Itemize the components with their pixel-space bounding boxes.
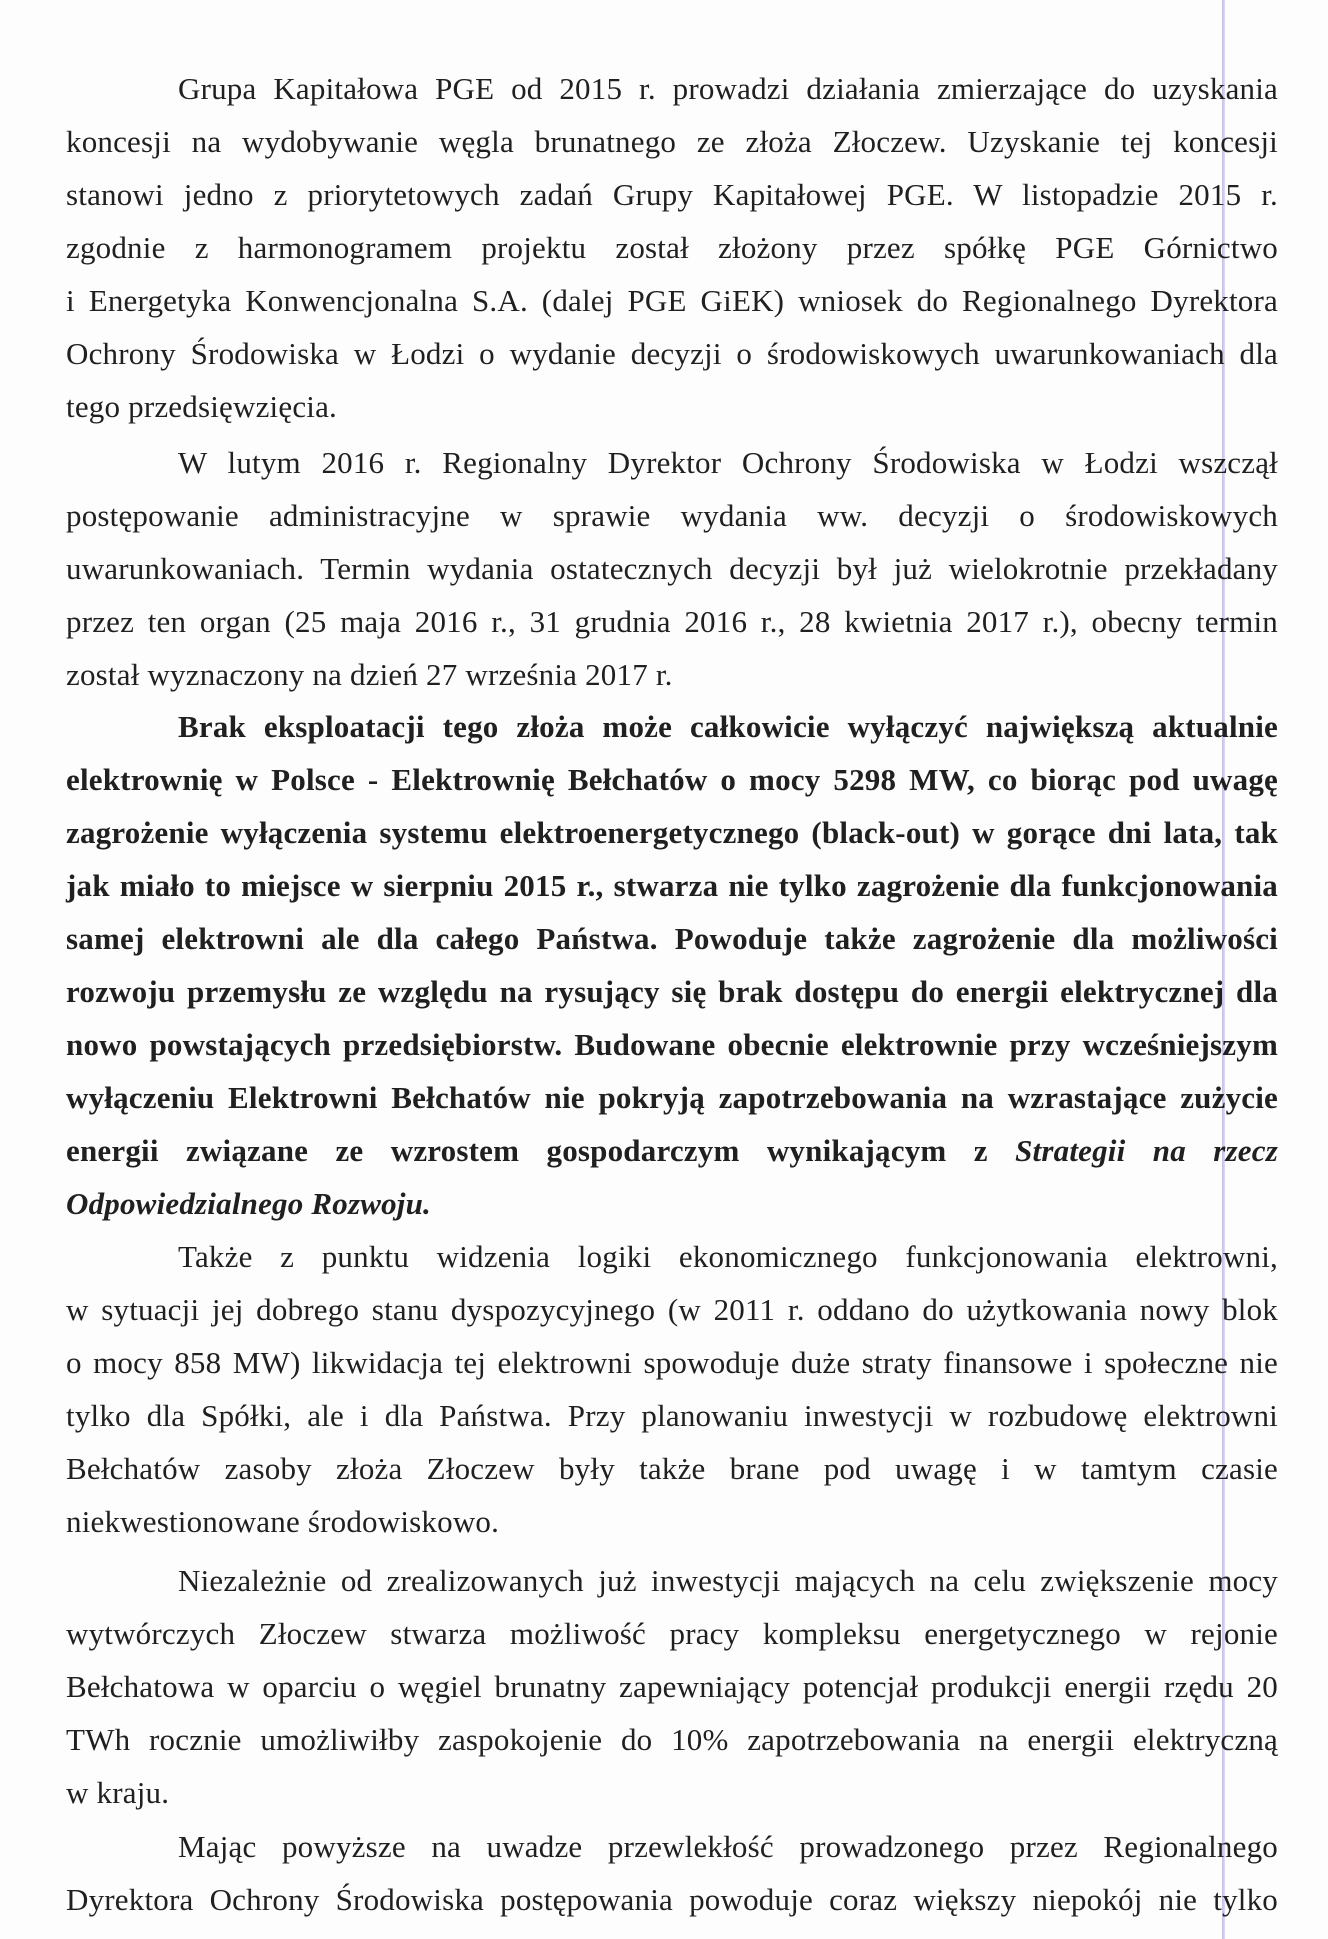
paragraph-1 [66, 62, 1278, 433]
paragraph-line: TWh rocznie umożliwiłby zaspokojenie do 10% zapotrzebowania na energii elektryczną [66, 1722, 1278, 1757]
paragraph-line: W lutym 2016 r. Regionalny Dyrektor Ochrony Środowiska w Łodzi wszczął [178, 445, 1278, 480]
paragraph-line: Dyrektora Ochrony Środowiska postępowania powoduje coraz większy niepokój nie tylko [66, 1882, 1278, 1917]
paragraph-line: wytwórczych Złoczew stwarza możliwość pracy kompleksu energetycznego w rejonie [66, 1616, 1278, 1651]
paragraph-line: o mocy 858 MW) likwidacja tej elektrowni spowoduje duże straty finansowe i społeczne nie [66, 1345, 1278, 1380]
paragraph-5 [66, 1554, 1278, 1819]
paragraph-line: i Energetyka Konwencjonalna S.A. (dalej PGE GiEK) wniosek do Regionalnego Dyrektora [66, 283, 1278, 318]
paragraph-line: zgodnie z harmonogramem projektu został złożony przez spółkę PGE Górnictwo [66, 230, 1278, 265]
paragraph-6 [66, 1820, 1278, 1926]
paragraph-line: został wyznaczony na dzień 27 września 2017 r. [66, 657, 673, 692]
paragraph-line: Odpowiedzialnego Rozwoju. [66, 1186, 431, 1221]
paragraph-line: jak miało to miejsce w sierpniu 2015 r., stwarza nie tylko zagrożenie dla funkcjonowania [66, 868, 1278, 903]
paragraph-line: niekwestionowane środowiskowo. [66, 1504, 500, 1539]
paragraph-line: zagrożenie wyłączenia systemu elektroenergetycznego (black-out) w gorące dni lata, tak [66, 815, 1278, 850]
paragraph-line: samej elektrowni ale dla całego Państwa. Powoduje także zagrożenie dla możliwości [66, 921, 1278, 956]
paragraph-line: Mając powyższe na uwadze przewlekłość prowadzonego przez Regionalnego [178, 1829, 1278, 1864]
paragraph-line: wyłączeniu Elektrowni Bełchatów nie pokryją zapotrzebowania na wzrastające zużycie [66, 1080, 1278, 1115]
line-text: energii związane ze wzrostem gospodarczym wynikającym z [66, 1133, 988, 1168]
paragraph-line: w sytuacji jej dobrego stanu dyspozycyjnego (w 2011 r. oddano do użytkowania nowy blok [66, 1292, 1278, 1327]
italic-title: Strategii na rzecz [1015, 1133, 1278, 1168]
paragraph-line: w kraju. [66, 1775, 170, 1810]
paragraph-2 [66, 436, 1278, 701]
paragraph-line-with-italic [66, 1124, 1278, 1177]
paragraph-line: koncesji na wydobywanie węgla brunatnego ze złoża Złoczew. Uzyskanie tej koncesji [66, 124, 1278, 159]
paragraph-3-bold [66, 700, 1278, 1230]
paragraph-line: Także z punktu widzenia logiki ekonomicznego funkcjonowania elektrowni, [178, 1239, 1278, 1274]
paragraph-line: rozwoju przemysłu ze względu na rysujący się brak dostępu do energii elektrycznej dla [66, 974, 1278, 1009]
paragraph-line: stanowi jedno z priorytetowych zadań Grupy Kapitałowej PGE. W listopadzie 2015 r. [66, 177, 1278, 212]
paragraph-line: przez ten organ (25 maja 2016 r., 31 grudnia 2016 r., 28 kwietnia 2017 r.), obecny termin [66, 604, 1278, 639]
paragraph-line: nowo powstających przedsiębiorstw. Budowane obecnie elektrownie przy wcześniejszym [66, 1027, 1278, 1062]
paragraph-line: Bełchatów zasoby złoża Złoczew były także brane pod uwagę i w tamtym czasie [66, 1451, 1278, 1486]
paragraph-line: uwarunkowaniach. Termin wydania ostatecznych decyzji był już wielokrotnie przekładany [66, 551, 1278, 586]
paragraph-line: elektrownię w Polsce - Elektrownię Bełchatów o mocy 5298 MW, co biorąc pod uwagę [66, 762, 1278, 797]
paragraph-line: Niezależnie od zrealizowanych już inwestycji mających na celu zwiększenie mocy [178, 1563, 1278, 1598]
paragraph-line: tylko dla Spółki, ale i dla Państwa. Przy planowaniu inwestycji w rozbudowę elektrowni [66, 1398, 1278, 1433]
paragraph-line: tego przedsięwzięcia. [66, 389, 337, 424]
paragraph-line: postępowanie administracyjne w sprawie wydania ww. decyzji o środowiskowych [66, 498, 1278, 533]
paragraph-line: Grupa Kapitałowa PGE od 2015 r. prowadzi działania zmierzające do uzyskania [178, 71, 1278, 106]
paragraph-4 [66, 1230, 1278, 1548]
paragraph-line: Brak eksploatacji tego złoża może całkowicie wyłączyć największą aktualnie [178, 709, 1278, 744]
paragraph-line: Bełchatowa w oparciu o węgiel brunatny zapewniający potencjał produkcji energii rzędu 20 [66, 1669, 1278, 1704]
paragraph-line: Ochrony Środowiska w Łodzi o wydanie decyzji o środowiskowych uwarunkowaniach dla [66, 336, 1278, 371]
